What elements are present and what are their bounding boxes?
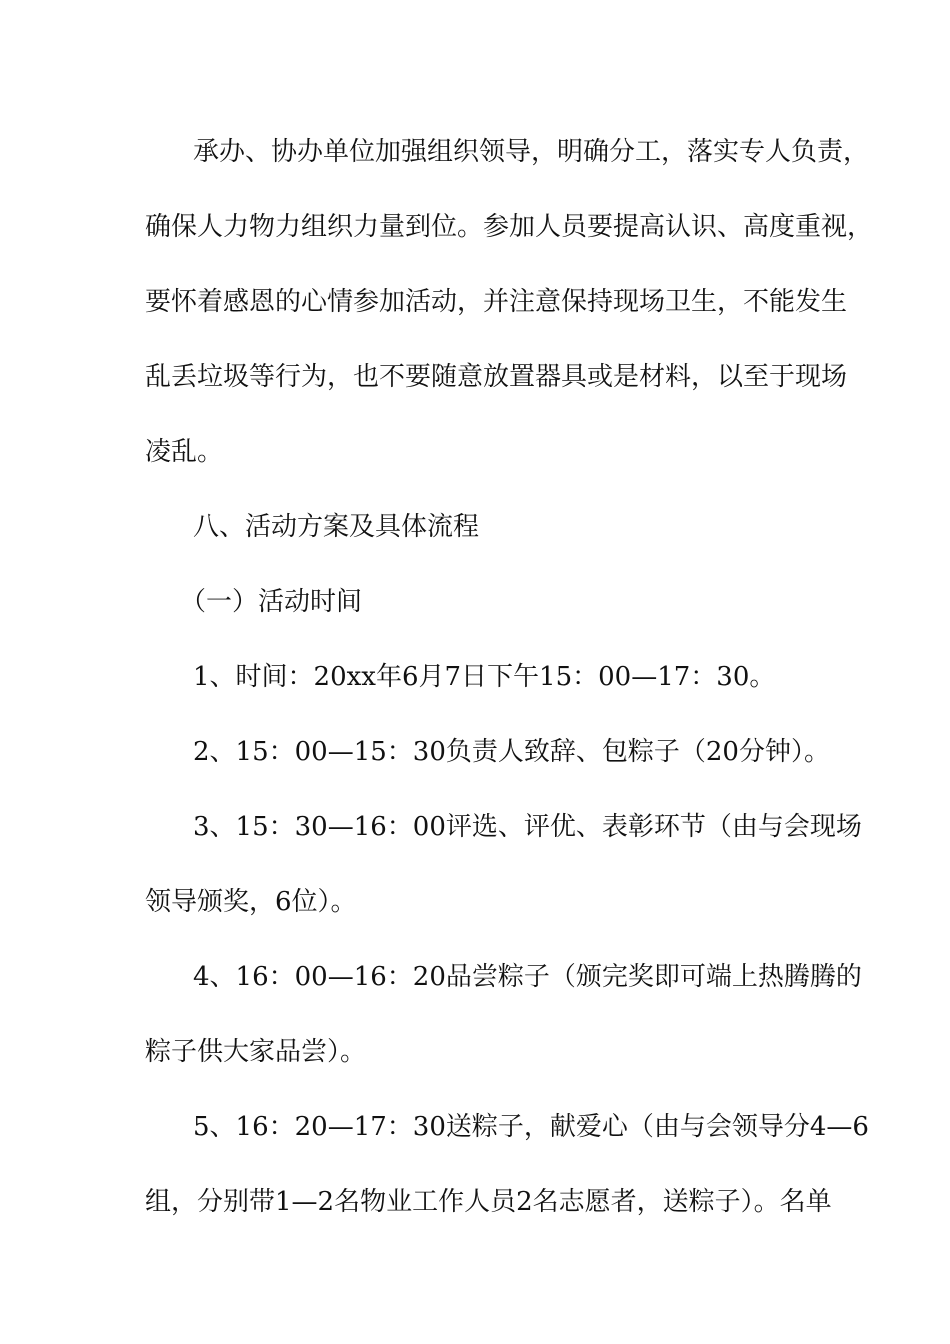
schedule-item: 5、16：20—17：30送粽子，献爱心（由与会领导分4—6 bbox=[193, 1112, 869, 1142]
section-heading: 八、活动方案及具体流程 bbox=[193, 512, 480, 542]
schedule-item-continuation: 组，分别带1—2名物业工作人员2名志愿者，送粽子）。名单 bbox=[145, 1187, 832, 1217]
schedule-item: 3、15：30—16：00评选、评优、表彰环节（由与会现场 bbox=[193, 812, 862, 842]
paragraph-line: 乱丢垃圾等行为，也不要随意放置器具或是材料，以至于现场 bbox=[145, 362, 848, 392]
subsection-heading: （一）活动时间 bbox=[180, 587, 363, 617]
paragraph-line: 确保人力物力组织力量到位。参加人员要提高认识、高度重视， bbox=[145, 212, 874, 242]
schedule-item: 1、时间：20xx年6月7日下午15：00—17：30。 bbox=[193, 662, 776, 692]
paragraph-line: 承办、协办单位加强组织领导，明确分工，落实专人负责， bbox=[193, 137, 870, 167]
schedule-item-continuation: 领导颁奖，6位）。 bbox=[145, 887, 357, 917]
paragraph-line: 凌乱。 bbox=[145, 437, 224, 467]
paragraph-line: 要怀着感恩的心情参加活动，并注意保持现场卫生，不能发生 bbox=[145, 287, 848, 317]
schedule-item: 2、15：00—15：30负责人致辞、包粽子（20分钟）。 bbox=[193, 737, 830, 767]
schedule-item: 4、16：00—16：20品尝粽子（颁完奖即可端上热腾腾的 bbox=[193, 962, 862, 992]
schedule-item-continuation: 粽子供大家品尝）。 bbox=[145, 1037, 367, 1067]
